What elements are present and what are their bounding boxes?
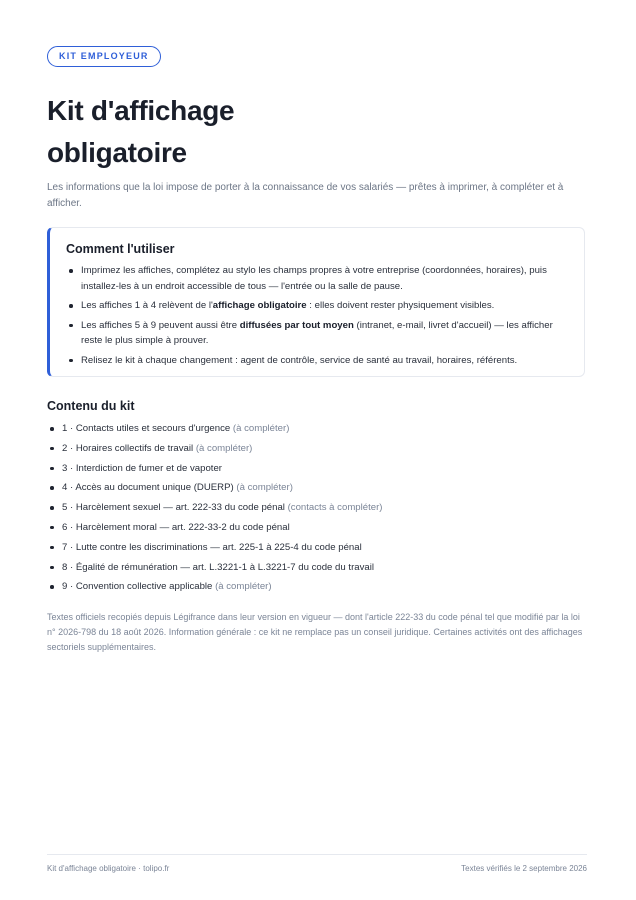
footer-right: Textes vérifiés le 2 septembre 2026 <box>461 864 587 873</box>
howto-item-emphasis: affichage obligatoire <box>212 300 307 311</box>
howto-callout <box>47 227 585 377</box>
kit-item-label: 5 · Harcèlement sexuel — art. 222-33 du code pénal <box>62 502 285 514</box>
kit-item-note: (contacts à compléter) <box>287 502 383 514</box>
kit-item <box>47 461 587 481</box>
kit-contents-list <box>47 421 587 599</box>
page-title: Kit d'affichage obligatoire <box>47 95 235 168</box>
kit-item-note: (à compléter) <box>232 423 290 434</box>
howto-item <box>66 263 568 294</box>
howto-item <box>66 318 568 349</box>
kit-item <box>47 480 587 500</box>
howto-item <box>66 298 568 314</box>
kit-item-label: 9 · Convention collective applicable <box>62 581 213 593</box>
howto-item-text: : elles doivent rester physiquement visibles. <box>306 300 495 311</box>
kit-contents-title: Contenu du kit <box>47 399 135 413</box>
page-footer <box>47 854 587 873</box>
howto-title: Comment l'utiliser <box>66 242 175 256</box>
kit-item-label: 6 · Harcèlement moral — art. 222-33-2 du code pénal <box>62 521 290 533</box>
kit-item <box>47 560 587 580</box>
kit-item <box>47 540 587 560</box>
kit-item <box>47 500 587 520</box>
kit-item <box>47 441 587 461</box>
lead-paragraph: Les informations que la loi impose de porter à la connaissance de vos salariés — prêtes à imprimer, à compléter et à afficher. <box>47 182 564 209</box>
kit-item-label: 7 · Lutte contre les discriminations — art. 225-1 à 225-4 du code pénal <box>62 541 362 553</box>
kit-item-note: (à compléter) <box>215 581 272 593</box>
howto-item-text: Imprimez les affiches, complétez au stylo les champs propres à votre entreprise (coordonnées, horaires), puis installez-les à un endroit accessible de tous — l'entrée ou la salle de pause. <box>81 265 547 292</box>
kit-item-label: 1 · Contacts utiles et secours d'urgence <box>62 423 231 434</box>
howto-item-text: Relisez le kit à chaque changement : agent de contrôle, service de santé au travail, horaires, référents. <box>81 354 518 366</box>
howto-item-text: Les affiches 5 à 9 peuvent aussi être <box>81 319 240 331</box>
howto-item-emphasis: diffusées par tout moyen <box>239 319 354 331</box>
howto-list <box>66 263 568 368</box>
howto-item-text: Les affiches 1 à 4 relèvent de l' <box>81 300 213 311</box>
kit-item <box>47 579 587 599</box>
kit-item-label: 2 · Horaires collectifs de travail <box>62 442 194 454</box>
howto-item-text: (intranet, e-mail, livret d'accueil) — les afficher reste le plus simple à prouver. <box>81 319 553 346</box>
kit-item-note: (à compléter) <box>236 482 293 494</box>
footer-left: Kit d'affichage obligatoire · tolipo.fr <box>47 864 170 873</box>
kit-item <box>47 520 587 540</box>
kit-item <box>47 421 587 441</box>
howto-item <box>66 353 568 369</box>
legal-note: Textes officiels recopiés depuis Légifrance dans leur version en vigueur — dont l'article 222-33 du code pénal tel que modifié par la loi n° 2026-798 du 18 août 2026. Information générale : ce kit ne remplace pas un conseil juridique. Certaines activités ont des affichages sectoriels supplémentaires. <box>47 612 583 652</box>
kit-item-note: (à compléter) <box>195 442 253 454</box>
kit-badge: KIT EMPLOYEUR <box>47 46 161 67</box>
kit-item-label: 8 · Égalité de rémunération — art. L.3221-1 à L.3221-7 du code du travail <box>62 561 374 573</box>
kit-item-label: 4 · Accès au document unique (DUERP) <box>62 482 234 494</box>
kit-item-label: 3 · Interdiction de fumer et de vapoter <box>62 462 222 474</box>
